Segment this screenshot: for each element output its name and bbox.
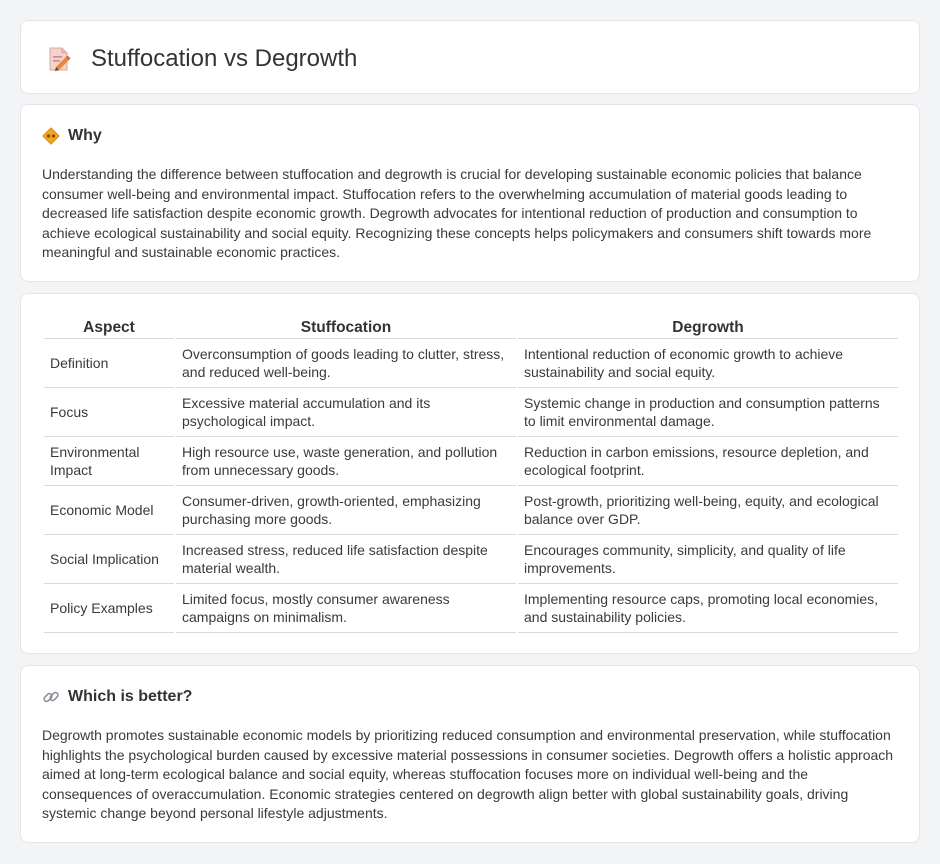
link-icon <box>42 688 60 706</box>
table-row <box>44 437 898 486</box>
cell-aspect: Social Implication <box>44 535 174 584</box>
header-stuffocation: Stuffocation <box>176 317 516 339</box>
comparison-table <box>42 317 900 633</box>
cell-aspect: Economic Model <box>44 486 174 535</box>
page-title: Stuffocation vs Degrowth <box>91 45 358 72</box>
header-aspect: Aspect <box>44 317 174 339</box>
header-card <box>20 20 920 94</box>
which-is-better-title: Which is better? <box>68 688 193 705</box>
cell-degrowth: Post-growth, prioritizing well-being, equity, and ecological balance over GDP. <box>518 486 898 535</box>
cell-degrowth: Implementing resource caps, promoting local economies, and sustainability policies. <box>518 584 898 633</box>
cell-stuffocation: High resource use, waste generation, and pollution from unnecessary goods. <box>176 437 516 486</box>
cell-stuffocation: Consumer-driven, growth-oriented, emphasizing purchasing more goods. <box>176 486 516 535</box>
cell-aspect: Environmental Impact <box>44 437 174 486</box>
which-is-better-text: Degrowth promotes sustainable economic models by prioritizing reduced consumption and environmental preservation, while stuffocation highlights the psychological burden caused by excessive material possessions in consumer societies. Degrowth offers a holistic approach aimed at long-term ecological balance and social equity, whereas stuffocation focuses more on individual well-being and the consequences of overaccumulation. Economic strategies centered on degrowth align better with global sustainability goals, driving systemic change beyond personal lifestyle adjustments. <box>42 727 894 821</box>
comparison-section <box>20 293 920 654</box>
cell-aspect: Focus <box>44 388 174 437</box>
cell-stuffocation: Increased stress, reduced life satisfaction despite material wealth. <box>176 535 516 584</box>
table-row <box>44 339 898 388</box>
table-header-row <box>44 317 898 339</box>
cell-degrowth: Systemic change in production and consumption patterns to limit environmental damage. <box>518 388 898 437</box>
cell-degrowth: Reduction in carbon emissions, resource depletion, and ecological footprint. <box>518 437 898 486</box>
cell-aspect: Policy Examples <box>44 584 174 633</box>
table-row <box>44 535 898 584</box>
header-degrowth: Degrowth <box>518 317 898 339</box>
cell-stuffocation: Overconsumption of goods leading to clutter, stress, and reduced well-being. <box>176 339 516 388</box>
document-pencil-icon <box>47 46 71 72</box>
table-row <box>44 388 898 437</box>
cell-degrowth: Intentional reduction of economic growth to achieve sustainability and social equity. <box>518 339 898 388</box>
cell-degrowth: Encourages community, simplicity, and quality of life improvements. <box>518 535 898 584</box>
which-is-better-section <box>20 665 920 843</box>
table-row <box>44 486 898 535</box>
cell-aspect: Definition <box>44 339 174 388</box>
diamond-sign-icon <box>42 127 60 145</box>
why-title: Why <box>68 127 102 144</box>
cell-stuffocation: Excessive material accumulation and its psychological impact. <box>176 388 516 437</box>
cell-stuffocation: Limited focus, mostly consumer awareness campaigns on minimalism. <box>176 584 516 633</box>
why-text: Understanding the difference between stuffocation and degrowth is crucial for developing sustainable economic policies that balance consumer well-being and environmental impact. Stuffocation refers to the overwhelming accumulation of material goods leading to decreased life satisfaction despite economic growth. Degrowth advocates for intentional reduction of production and consumption to achieve ecological sustainability and social equity. Recognizing these concepts helps policymakers and consumers shift towards more meaningful and sustainable economic practices. <box>42 166 872 260</box>
why-section <box>20 104 920 282</box>
table-row <box>44 584 898 633</box>
